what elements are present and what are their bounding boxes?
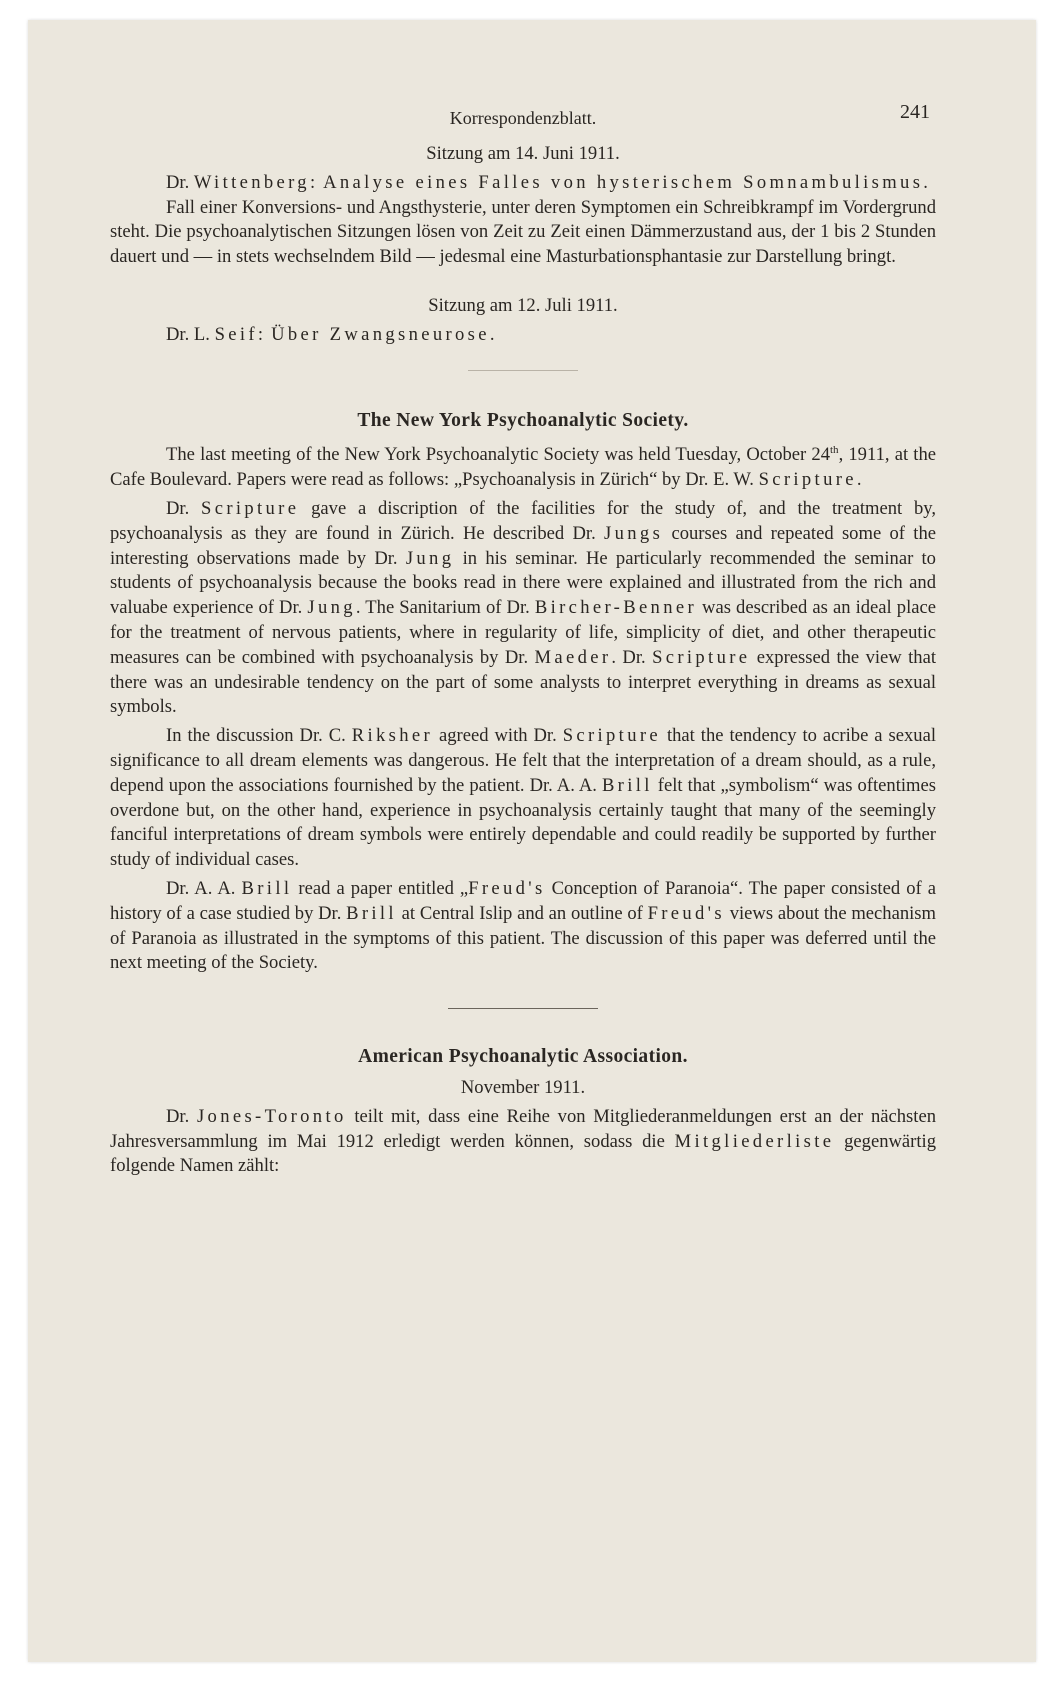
page-content — [110, 101, 937, 1179]
american-paragraph-1: Dr. Jones-Toronto teilt mit, dass eine Reihe von Mitgliederanmeldungen erst an der nächsten Jahresversammlung im Mai 1912 erledigt werden können, sodass die Mitgliederliste gegenwärtig folgende Namen zählt: — [110, 1105, 937, 1177]
session-2-entry — [110, 323, 936, 348]
session-1-speaker: Wittenberg: — [193, 171, 319, 193]
session-2-speaker-prefix: Dr. L. — [166, 323, 210, 345]
ny-paragraph-4: Dr. A. A. Brill read a paper entitled „Freud's Conception of Paranoia“. The paper consisted of a history of a case studied by Dr. Brill at Central Islip and an outline of Freud's views about the mechanism of Paranoia as illustrated in the symptoms of this patient. The discussion of this paper was deferred until the next meeting of the Society. — [110, 877, 936, 974]
session-1-title: Analyse eines Falles von hysterischem Somnambulismus. — [323, 171, 932, 193]
running-title: Korrespondenzblatt. — [449, 108, 597, 128]
running-head — [110, 101, 936, 136]
page — [28, 20, 1036, 1662]
session-1-speaker-prefix: Dr. — [166, 171, 190, 193]
ny-paragraph-3: In the discussion Dr. C. Riksher agreed with Dr. Scripture that the tendency to acribe a sexual significance to all dream elements was dangerous. He felt that the interpretation of a dream should, as a rule, depend upon the associations fournished by the patient. Dr. A. A. Brill felt that „symbolism“ was oftentimes overdone but, on the other hand, experience in psychoanalysis certainly taught that many of the seemingly fanciful interpretations of dream symbols were entirely dependable and could readily be supported by further study of individual cases. — [110, 725, 936, 871]
session-2-date: Sitzung am 12. Juli 1911. — [428, 294, 618, 316]
ny-paragraph-1: The last meeting of the New York Psychoanalytic Society was held Tuesday, October 24th, 1911, at the Cafe Boulevard. Papers were read as follows: „Psychoanalysis in Zürich“ by Dr. E. W. Scripture. — [110, 444, 937, 491]
ny-society-heading: The New York Psychoanalytic Society. — [357, 409, 689, 431]
session-2-speaker: Seif: — [214, 323, 267, 345]
ny-paragraph-2: Dr. Scripture gave a discription of the facilities for the study of, and the treatment by, psychoanalysis as they are found in Zürich. He described Dr. Jungs courses and repeated some of the interesting observations made by Dr. Jung in his seminar. He particularly recommended the seminar to students of psychoanalysis because the books read in there were explained and illustrated from the rich and valuabe experience of Dr. Jung. The Sanitarium of Dr. Bircher-Benner was described as an ideal place for the treatment of nervous patients, where in regularity of life, simplicity of diet, and other therapeutic measures can be combined with psychoanalysis by Dr. Maeder. Dr. Scripture expressed the view that there was an undesirable tendency on the part of some analysts to interpret everything in dreams as sexual symbols. — [110, 497, 937, 718]
page-number: 241 — [900, 101, 930, 123]
session-1-entry — [110, 171, 936, 196]
session-2-title: Über Zwangsneurose. — [271, 323, 498, 345]
american-date: November 1911. — [460, 1076, 586, 1098]
american-heading: American Psychoanalytic Association. — [358, 1046, 688, 1068]
session-1-date: Sitzung am 14. Juni 1911. — [426, 143, 620, 164]
session-1-abstract: Fall einer Konversions- und Angsthysterie, unter deren Symptomen ein Schreibkrampf im Vordergrund steht. Die psychoanalytischen Sitzungen lösen von Zeit zu Zeit einen Dämmerzustand aus, der 1 bis 2 Stunden dauert und — in stets wechselndem Bild — jedesmal eine Masturbationsphantasie zur Darstellung bringt. — [110, 196, 936, 268]
